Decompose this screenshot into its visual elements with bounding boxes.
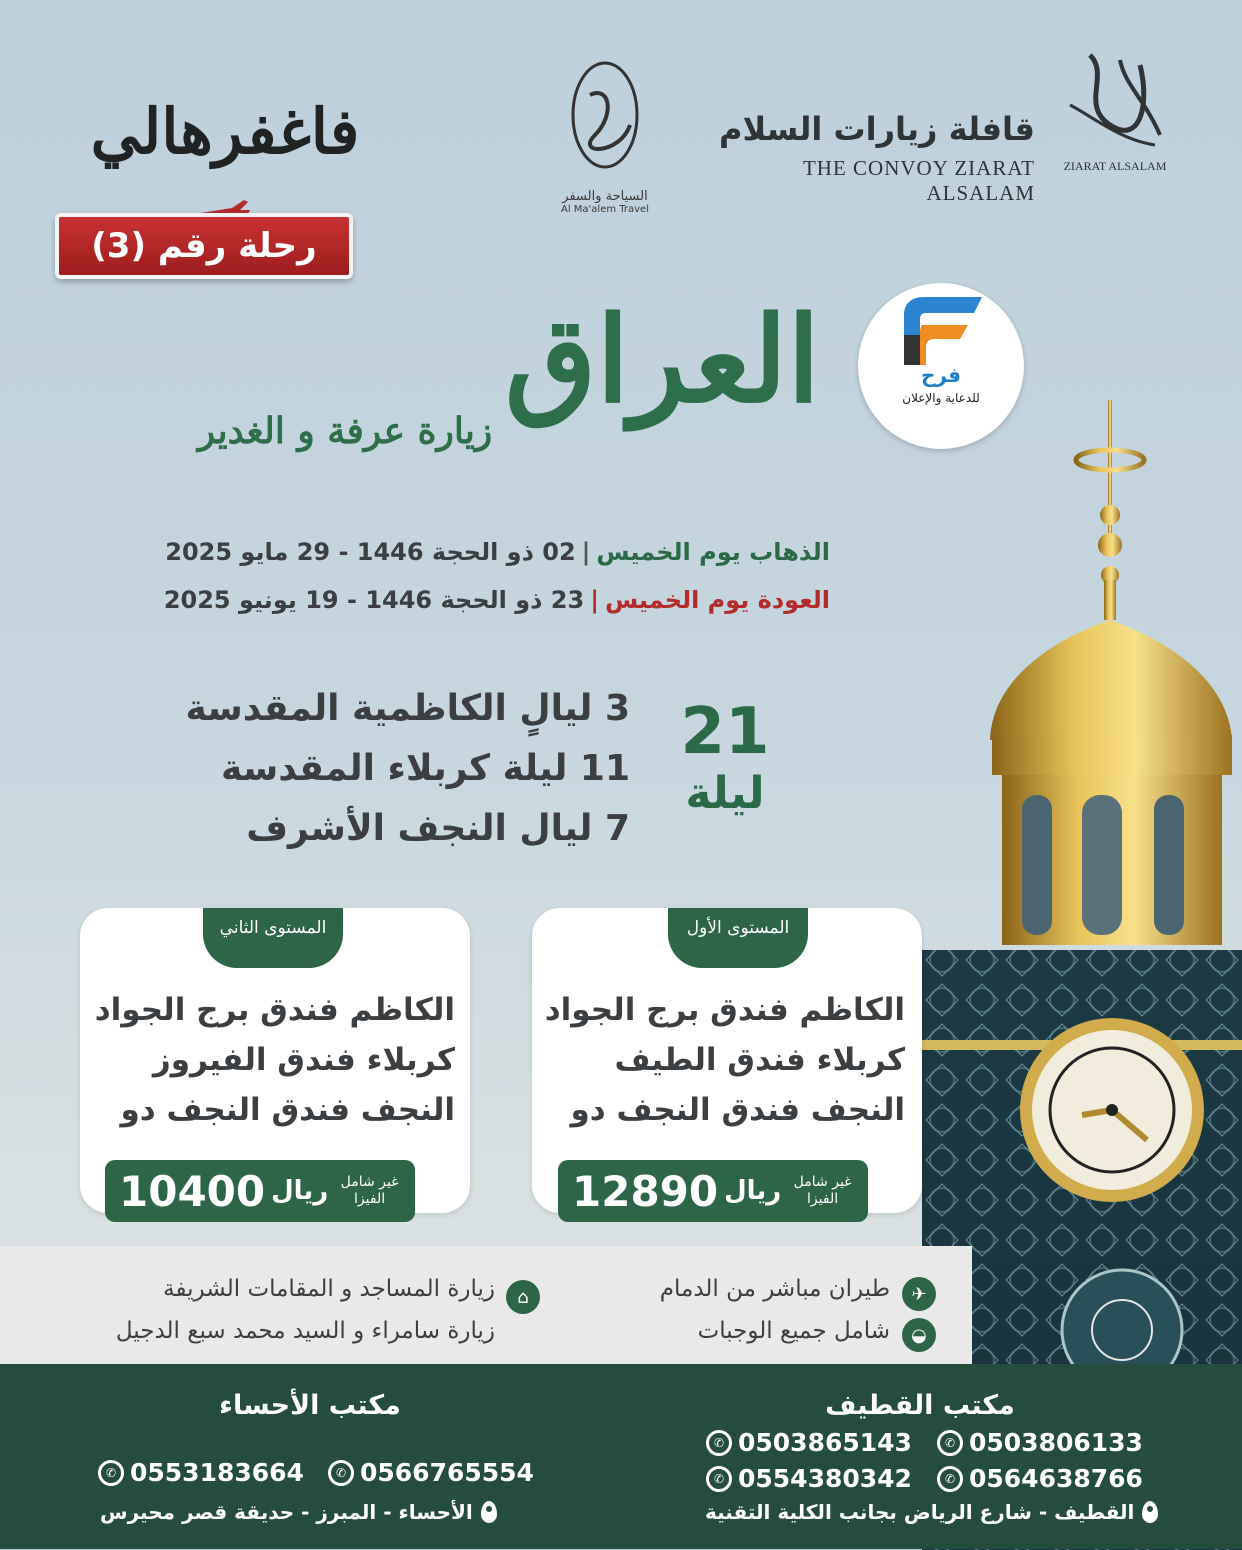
package-2-currency: ريال (271, 1176, 329, 1206)
trip-number-ribbon (55, 213, 353, 279)
caravan-name-en: THE CONVOY ZIARAT ALSALAM (802, 156, 1035, 205)
ahsa-phone-1[interactable] (328, 1458, 534, 1487)
ahsa-phone-2-number: 0553183664 (130, 1458, 304, 1487)
package-1-price-badge (558, 1160, 868, 1222)
maalem-calligraphy-icon (560, 55, 650, 185)
qatif-phone-3-number: 0564638766 (969, 1464, 1143, 1493)
whatsapp-icon: ✆ (937, 1466, 963, 1492)
slogan-text: فاغفرهالي (90, 95, 360, 168)
feature-mosques-visit: زيارة المساجد و المقامات الشريفة (163, 1276, 495, 1302)
nights-kadhimiya: 3 ليالٍ الكاظمية المقدسة (185, 688, 630, 729)
ahsa-address (100, 1500, 497, 1524)
maalem-travel-logo (540, 55, 670, 215)
qatif-address (705, 1500, 1158, 1524)
agency-name-ar: السياحة والسفر (562, 189, 648, 204)
departure-date: 02 ذو الحجة 1446 - 29 مايو 2025 (165, 538, 576, 566)
total-nights (670, 695, 780, 824)
qatif-office-title: مكتب القطيف (825, 1390, 1015, 1421)
destination-subtitle: زيارة عرفة و الغدير (197, 410, 493, 452)
qatif-phone-1-number: 0503806133 (969, 1428, 1143, 1457)
caravan-name-ar: قافلة زيارات السلام (719, 110, 1035, 148)
return-line: العودة يوم الخميس|23 ذو الحجة 1446 - 19 يونيو 2025 (163, 586, 830, 614)
caravan-name-block (700, 110, 1035, 206)
feature-samarra-visit: زيارة سامراء و السيد محمد سبع الدجيل (115, 1318, 495, 1344)
whatsapp-icon: ✆ (328, 1460, 354, 1486)
feature-all-meals: شامل جميع الوجبات (697, 1318, 890, 1344)
whatsapp-icon: ✆ (98, 1460, 124, 1486)
farah-tagline: للدعاية والإعلان (902, 391, 980, 405)
package-1-hotel-kadhimiya: الكاظم فندق برج الجواد (544, 992, 905, 1028)
package-level-1-tab: المستوى الأول (668, 908, 808, 968)
qatif-address-text: القطيف - شارع الرياض بجانب الكلية التقنية (705, 1500, 1135, 1524)
qatif-phone-1[interactable] (937, 1428, 1143, 1457)
package-2-price: 10400 (119, 1166, 266, 1216)
qatif-phone-4[interactable] (706, 1464, 912, 1493)
departure-line: الذهاب يوم الخميس|02 ذو الحجة 1446 - 29 مايو 2025 (165, 538, 830, 566)
whatsapp-icon: ✆ (706, 1466, 732, 1492)
package-2-price-badge (105, 1160, 415, 1222)
package-1-price: 12890 (572, 1166, 719, 1216)
location-pin-icon (1142, 1501, 1158, 1523)
nights-karbala: 11 ليلة كربلاء المقدسة (221, 748, 630, 789)
whatsapp-icon: ✆ (706, 1430, 732, 1456)
qatif-phone-4-number: 0554380342 (738, 1464, 912, 1493)
return-date: 23 ذو الحجة 1446 - 19 يونيو 2025 (163, 586, 585, 614)
package-1-currency: ريال (724, 1176, 782, 1206)
package-1-hotel-karbala: كربلاء فندق الطيف (614, 1042, 905, 1078)
agency-name-en: Al Ma'alem Travel (560, 204, 649, 215)
qatif-phone-3[interactable] (937, 1464, 1143, 1493)
return-label: العودة يوم الخميس (604, 586, 830, 614)
trip-number-label: رحلة رقم (3) (91, 226, 317, 266)
ziarat-logo-en: ZIARAT ALSALAM (1063, 159, 1167, 173)
ahsa-office-title: مكتب الأحساء (219, 1390, 401, 1421)
package-2-hotel-karbala: كربلاء فندق الفيروز (152, 1042, 455, 1078)
package-2-hotel-najaf: النجف فندق النجف دو (120, 1092, 455, 1128)
farah-logo-icon (898, 295, 988, 367)
total-nights-label: ليلة (685, 768, 765, 819)
farah-advertising-badge (858, 283, 1024, 449)
location-pin-icon (481, 1501, 497, 1523)
package-2-hotel-kadhimiya: الكاظم فندق برج الجواد (94, 992, 455, 1028)
package-1-visa-note: غير شامل الفيزا (793, 1174, 852, 1207)
ahsa-phone-2[interactable] (98, 1458, 304, 1487)
meal-dish-icon: ◒ (902, 1318, 936, 1352)
feature-direct-flight: طيران مباشر من الدمام (659, 1276, 890, 1302)
mosque-icon: ⌂ (506, 1280, 540, 1314)
ahsa-phone-1-number: 0566765554 (360, 1458, 534, 1487)
package-1-hotel-najaf: النجف فندق النجف دو (570, 1092, 905, 1128)
total-nights-number: 21 (680, 695, 770, 769)
qatif-phone-2-number: 0503865143 (738, 1428, 912, 1457)
package-2-visa-note: غير شامل الفيزا (340, 1174, 399, 1207)
features-strip (0, 1246, 972, 1366)
whatsapp-icon: ✆ (937, 1430, 963, 1456)
destination-title: العراق (504, 290, 820, 429)
calligraphy-logo-icon (1050, 45, 1180, 155)
airplane-circle-icon: ✈ (902, 1277, 936, 1311)
nights-najaf: 7 ليال النجف الأشرف (246, 808, 630, 849)
qatif-phone-2[interactable] (706, 1428, 912, 1457)
farah-name: فرح (921, 363, 961, 387)
ahsa-address-text: الأحساء - المبرز - حديقة قصر محيرس (100, 1500, 473, 1524)
package-level-2-tab: المستوى الثاني (203, 908, 343, 968)
departure-label: الذهاب يوم الخميس (596, 538, 830, 566)
ziarat-alsalam-logo (1050, 45, 1180, 185)
